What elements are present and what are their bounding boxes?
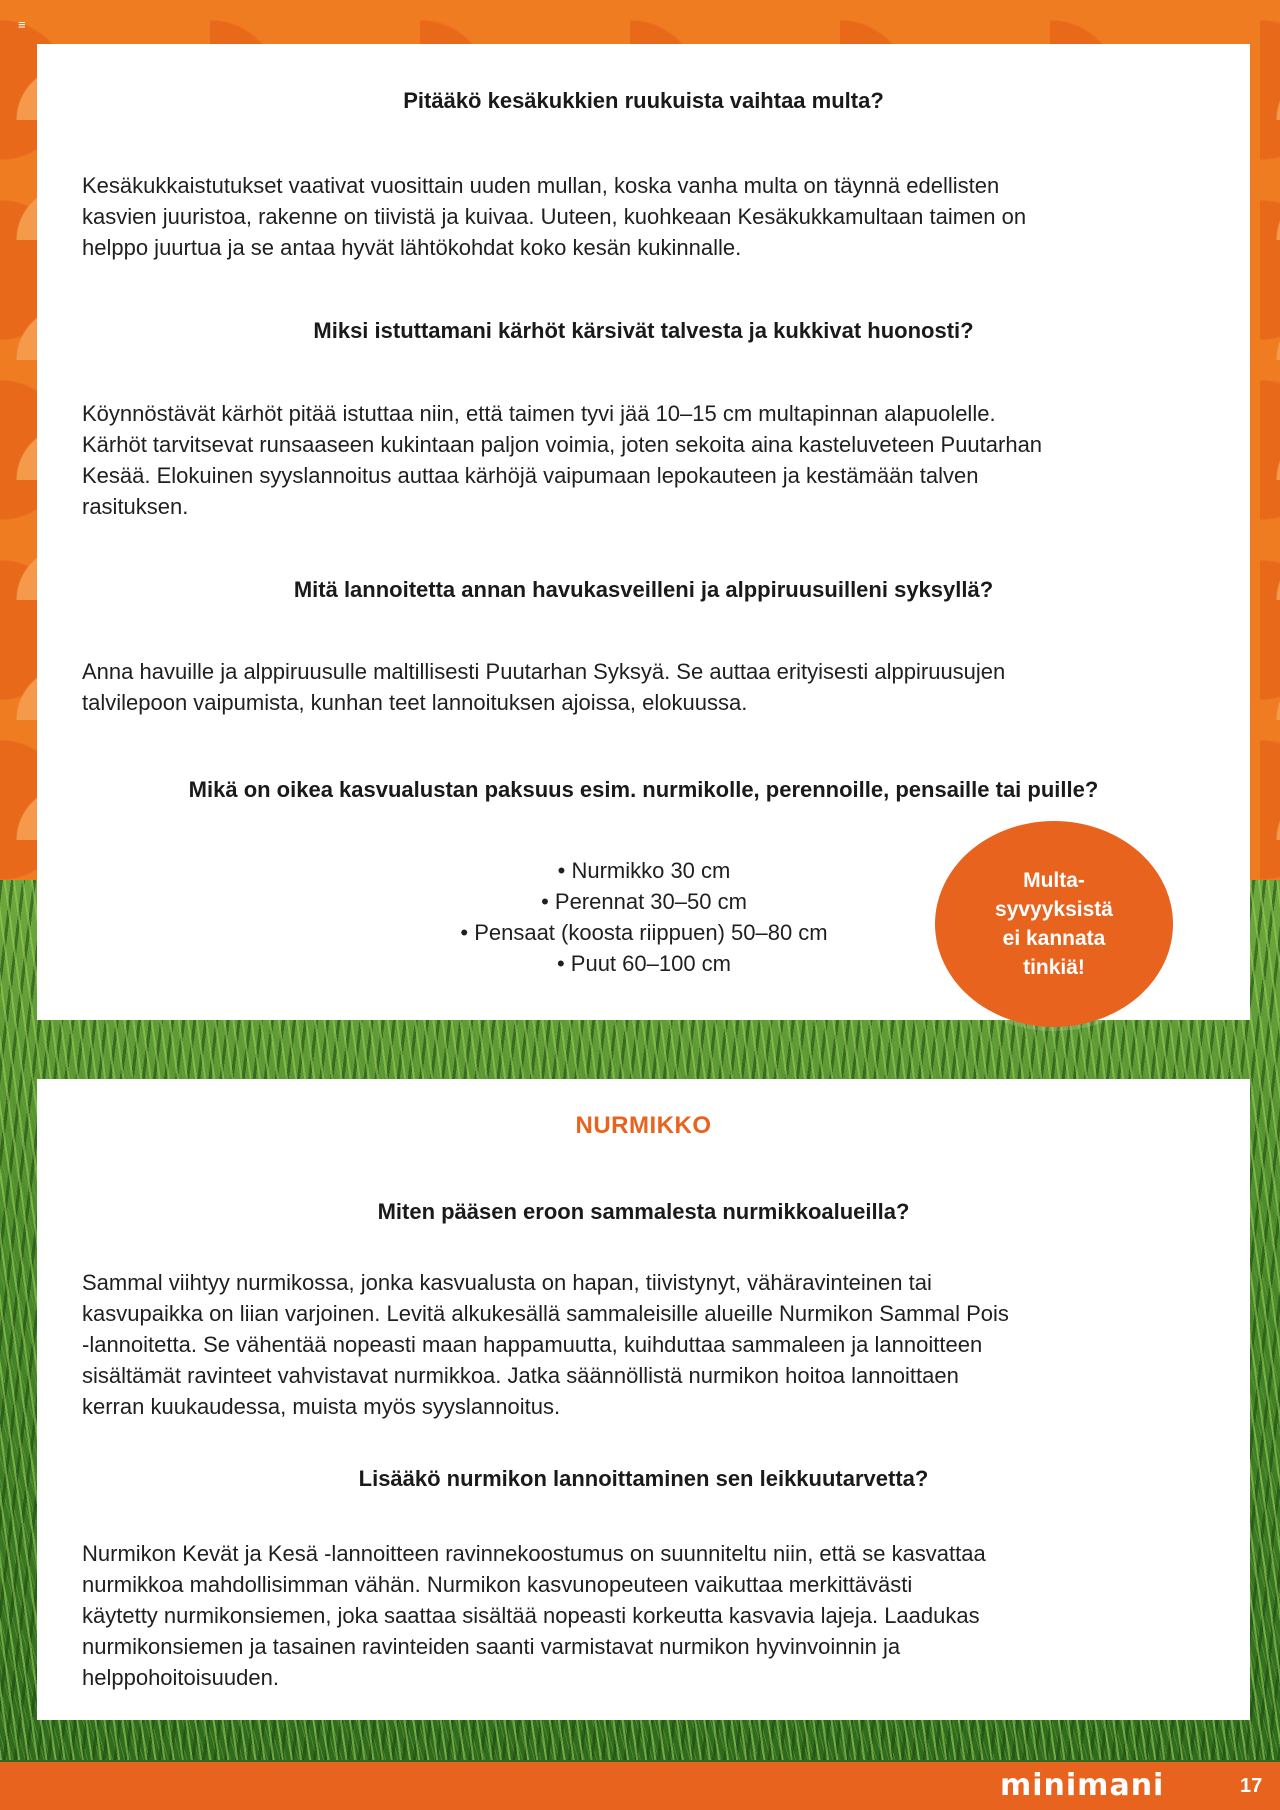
menu-icon[interactable]: ≡ xyxy=(18,17,26,32)
question-heading: Mikä on oikea kasvualustan paksuus esim. nurmikolle, perennoille, pensaille tai puille? xyxy=(188,777,1099,802)
page-number: 17 xyxy=(1240,1775,1263,1797)
faq-card-lawn xyxy=(37,1079,1250,1720)
list-item: • Nurmikko 30 cm xyxy=(557,858,731,883)
question-heading: Lisääkö nurmikon lannoittaminen sen leikkuutarvetta? xyxy=(358,1466,929,1491)
answer-text: Köynnöstävät kärhöt pitää istuttaa niin, että taimen tyvi jää 10–15 cm multapinnan alapuolelle. Kärhöt tarvitsevat runsaaseen kukintaan paljon voimia, joten sekoita aina kasteluveteen Puutarhan Kesää. Elokuinen syyslannoitus auttaa kärhöjä vaipumaan lepokauteen ja kestämään talven rasituksen. xyxy=(82,401,1043,519)
section-title: NURMIKKO xyxy=(575,1112,712,1139)
list-item: • Pensaat (koosta riippuen) 50–80 cm xyxy=(460,920,828,945)
question-heading: Miksi istuttamani kärhöt kärsivät talvesta ja kukkivat huonosti? xyxy=(313,318,974,343)
list-item: • Perennat 30–50 cm xyxy=(541,889,747,914)
answer-text: Kesäkukkaistutukset vaativat vuosittain uuden mullan, koska vanha multa on täynnä edellisten kasvien juuristoa, rakenne on tiivistä ja kuivaa. Uuteen, kuohkeaan Kesäkukkamultaan taimen on helppo juurtua ja se antaa hyvät lähtökohdat koko kesän kukinnalle. xyxy=(82,173,1027,260)
answer-text: Nurmikon Kevät ja Kesä -lannoitteen ravinnekoostumus on suunniteltu niin, että se kasvattaa nurmikkoa mahdollisimman vähän. Nurmikon kasvunopeuteen vaikuttaa merkittävästi käytetty nurmikonsiemen, joka saattaa sisältää nopeasti korkeutta kasvavia lajeja. Laadukas nurmikonsiemen ja tasainen ravinteiden saanti varmistavat nurmikon hyvinvoinnin ja helppohoitoisuuden. xyxy=(82,1541,986,1690)
question-heading: Mitä lannoitetta annan havukasveilleni ja alppiruusuilleni syksyllä? xyxy=(293,577,994,602)
list-item: • Puut 60–100 cm xyxy=(556,951,732,976)
answer-text: Anna havuille ja alppiruusulle maltillisesti Puutarhan Syksyä. Se auttaa erityisesti alppiruusujen talvilepoon vaipumista, kunhan teet lannoituksen ajoissa, elokuussa. xyxy=(82,659,1006,715)
minimani-logo: minimani xyxy=(1000,1768,1165,1803)
answer-text: Sammal viihtyy nurmikossa, jonka kasvualusta on hapan, tiivistynyt, vähäravinteinen tai kasvupaikka on liian varjoinen. Levitä alkukesällä sammaleisille alueille Nurmikon Sammal Pois -lannoitetta. Se vähentää nopeasti maan happamuutta, kuihduttaa sammaleen ja lannoitteen sisältämät ravinteet vahvistavat nurmikkoa. Jatka säännöllistä nurmikon hoitoa lannoittaen kerran kuukaudessa, muista myös syyslannoitus. xyxy=(82,1270,1009,1419)
question-heading: Miten pääsen eroon sammalesta nurmikkoalueilla? xyxy=(377,1199,910,1224)
tip-badge: Multa- syvyyksistä ei kannata tinkiä! xyxy=(935,821,1173,1027)
question-heading: Pitääkö kesäkukkien ruukuista vaihtaa multa? xyxy=(403,88,884,113)
